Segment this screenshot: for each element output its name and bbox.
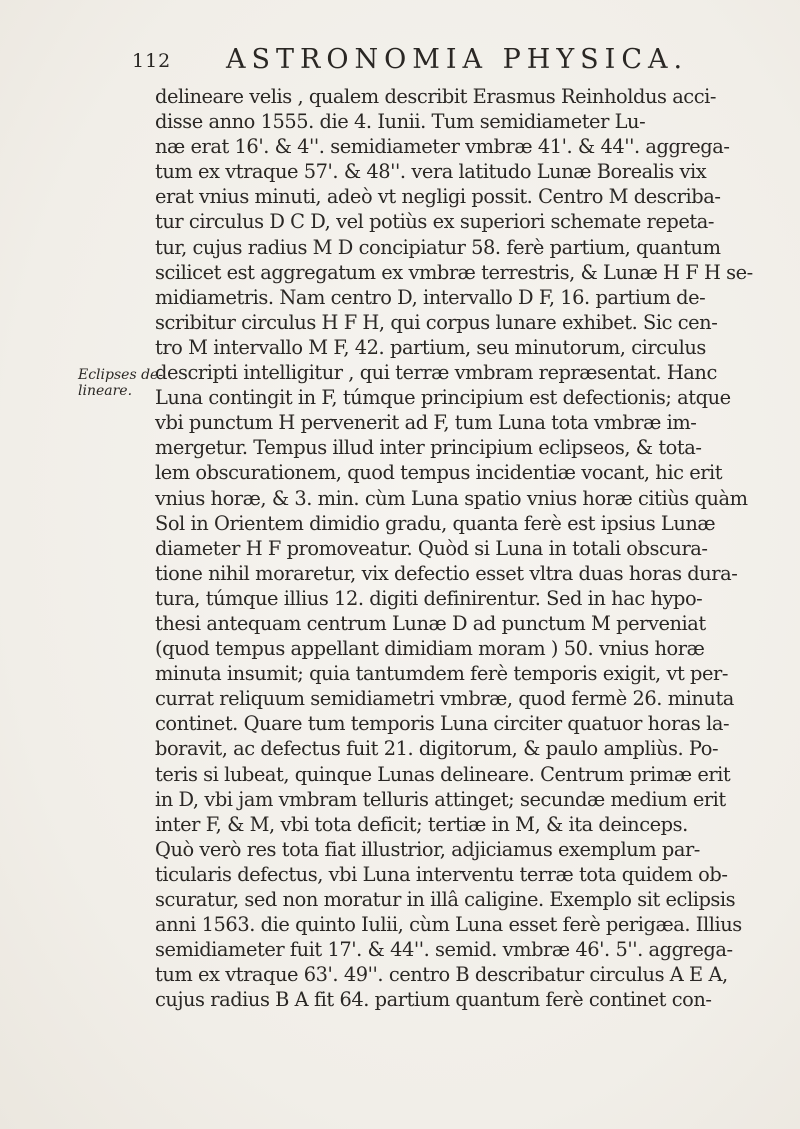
text-line: descripti intelligitur , qui terræ vmbram repræsentat. Hanc — [155, 361, 717, 385]
text-line: lem obscurationem, quod tempus incidentiæ vocant, hic erit — [155, 461, 723, 485]
text-line: cujus radius B A fit 64. partium quantum ferè continet con- — [155, 988, 712, 1012]
text-line: Quò verò res tota fiat illustrior, adjiciamus exemplum par- — [155, 837, 700, 861]
body-text — [155, 84, 753, 1012]
text-line: scuratur, sed non moratur in illâ caligine. Exemplo sit eclipsis — [155, 888, 736, 911]
text-line: næ erat 16'. & 4''. semidiameter vmbræ 41'. & 44''. aggrega- — [155, 135, 730, 159]
text-line: disse anno 1555. die 4. Iunii. Tum semidiameter Lu- — [155, 110, 646, 134]
text-line: continet. Quare tum temporis Luna circiter quatuor horas la- — [155, 712, 730, 736]
text-line: Luna contingit in F, túmque principium est defectionis; atque — [155, 386, 731, 410]
text-line: tione nihil moraretur, vix defectio esset vltra duas horas dura- — [155, 561, 738, 585]
text-line: (quod tempus appellant dimidiam moram ) 50. vnius horæ — [155, 637, 705, 661]
text-line: vnius horæ, & 3. min. cùm Luna spatio vnius horæ citiùs quàm — [155, 486, 748, 510]
text-line: inter F, & M, vbi tota deficit; tertiæ in M, & ita deinceps. — [155, 812, 688, 836]
text-line: erat vnius minuti, adeò vt negligi possit. Centro M describa- — [155, 185, 721, 209]
text-line: tro M intervallo M F, 42. partium, seu minutorum, circulus — [155, 335, 706, 359]
text-line: scilicet est aggregatum ex vmbræ terrestris, & Lunæ H F H se- — [155, 260, 753, 284]
page-number: 112 — [132, 50, 172, 72]
text-line: tum ex vtraque 63'. 49''. centro B describatur circulus A E A, — [155, 963, 728, 987]
text-line: midiametris. Nam centro D, intervallo D F, 16. partium de- — [155, 285, 706, 309]
running-head: ASTRONOMIA PHYSICA. — [226, 44, 689, 75]
text-line: in D, vbi jam vmbram telluris attinget; secundæ medium erit — [155, 787, 726, 811]
text-line: boravit, ac defectus fuit 21. digitorum, & paulo ampliùs. Po- — [155, 737, 719, 761]
text-line: anni 1563. die quinto Iulii, cùm Luna esset ferè perigæa. Illius — [155, 913, 742, 937]
page-header — [132, 44, 692, 84]
text-line: Sol in Orientem dimidio gradu, quanta ferè est ipsius Lunæ — [155, 511, 716, 535]
text-line: semidiameter fuit 17'. & 44''. semid. vmbræ 46'. 5''. aggrega- — [155, 938, 733, 962]
text-line: diameter H F promoveatur. Quòd si Luna in totali obscura- — [155, 536, 708, 560]
marginal-note — [78, 367, 164, 399]
text-line: teris si lubeat, quinque Lunas delineare. Centrum primæ erit — [155, 762, 731, 786]
text-line: vbi punctum H pervenerit ad F, tum Luna tota vmbræ im- — [155, 411, 697, 435]
text-line: scribitur circulus H F H, qui corpus lunare exhibet. Sic cen- — [155, 310, 718, 334]
text-line: thesi antequam centrum Lunæ D ad punctum M perveniat — [155, 611, 706, 635]
text-line: tur, cujus radius M D concipiatur 58. ferè partium, quantum — [155, 235, 721, 259]
text-line: delineare velis , qualem describit Erasmus Reinholdus acci- — [155, 85, 716, 108]
marginal-note-line: Eclipses de- — [78, 367, 164, 383]
text-line: mergetur. Tempus illud inter principium eclipseos, & tota- — [155, 436, 702, 460]
text-line: ticularis defectus, vbi Luna interventu terræ tota quidem ob- — [155, 862, 728, 886]
text-line: tura, túmque illius 12. digiti definirentur. Sed in hac hypo- — [155, 586, 703, 610]
text-line: minuta insumit; quia tantumdem ferè temporis exigit, vt per- — [155, 662, 728, 686]
marginal-note-line: lineare. — [78, 383, 133, 399]
text-line: currat reliquum semidiametri vmbræ, quod fermè 26. minuta — [155, 687, 734, 711]
text-line: tur circulus D C D, vel potiùs ex superiori schemate repeta- — [155, 210, 714, 234]
text-line: tum ex vtraque 57'. & 48''. vera latitudo Lunæ Borealis vix — [155, 160, 707, 184]
